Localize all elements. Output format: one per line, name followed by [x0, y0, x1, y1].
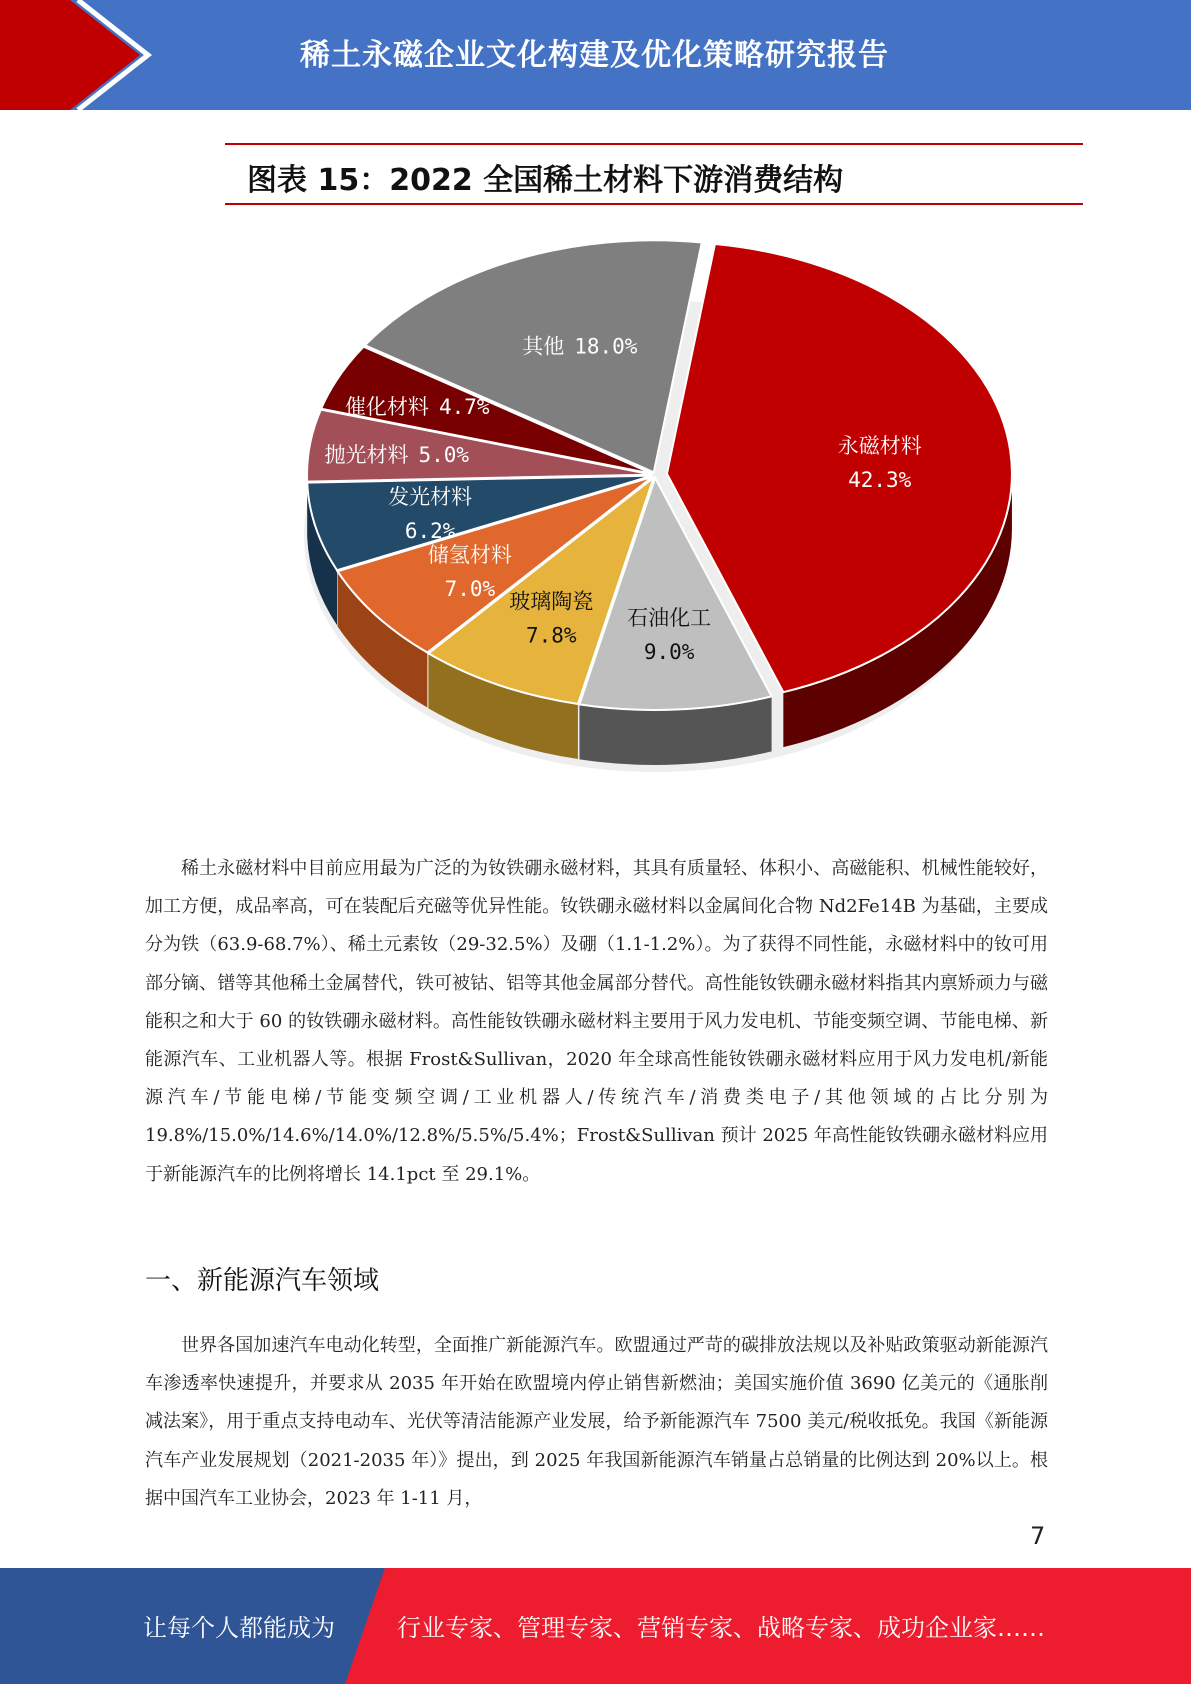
page-footer [0, 1568, 1191, 1684]
pie-label-value: 7.8% [525, 623, 577, 648]
pie-label-value: 6.2% [404, 518, 456, 543]
pie-label-name: 石油化工 [627, 605, 712, 630]
pie-chart [280, 225, 1040, 785]
pie-label-value: 4.7% [438, 394, 490, 419]
pie-label-value: 7.0% [444, 577, 496, 602]
pie-label-name: 玻璃陶瓷 [509, 589, 594, 614]
paragraph-2 [145, 1327, 1048, 1518]
figure-caption [225, 143, 1083, 205]
pie-label-value: 5.0% [418, 443, 470, 468]
page-number: 7 [1030, 1522, 1046, 1550]
report-title: 稀土永磁企业文化构建及优化策略研究报告 [300, 38, 889, 73]
paragraph-1-text: 稀土永磁材料中目前应用最为广泛的为钕铁硼永磁材料，其具有质量轻、体积小、高磁能积、机械性能较好，加工方便，成品率高，可在装配后充磁等优异性能。钕铁硼永磁材料以金属间化合物 Nd2Fe14B 为基础，主要成分为铁（63.9-68.7%）、稀土元素钕（29-32.5%）及硼（1.1-1.2%）。为了获得不同性能，永磁材料中的钕可用部分镝、镨等其他稀土金属替代，铁可被钴、铝等其他金属部分替代。高性能钕铁硼永磁材料指其内禀矫顽力与磁能积之和大于 60 的钕铁硼永磁材料。高性能钕铁硼永磁材料主要用于风力发电机、节能变频空调、节能电梯、新能源汽车、工业机器人等。根据 Frost&Sullivan，2020 年全球高性能钕铁硼永磁材料应用于风力发电机/新能源汽车/节能电梯/节能变频空调/工业机器人/传统汽车/消费类电子/其他领域的占比分别为 19.8%/15.0%/14.6%/14.0%/12.8%/5.5%/5.4%；Frost&Sullivan 预计 2025 年高性能钕铁硼永磁材料应用于新能源汽车的比例将增长 14.1pct 至 29.1%。 [145, 858, 1048, 1185]
pie-label-value: 9.0% [643, 639, 695, 664]
pie-label-name: 储氢材料 [427, 543, 512, 568]
page-header [0, 0, 1191, 110]
pie-label-value: 42.3% [848, 468, 912, 493]
footer-slogan-left: 让每个人都能成为 [143, 1614, 335, 1642]
header-arrow-decoration [0, 0, 160, 110]
pie-label-name: 发光材料 [388, 484, 473, 509]
footer-slogan-right: 行业专家、管理专家、营销专家、战略专家、成功企业家…… [397, 1614, 1045, 1642]
pie-label-name: 其他 [522, 334, 565, 359]
section-heading: 一、新能源汽车领域 [145, 1266, 380, 1296]
figure-caption-text: 图表 15：2022 全国稀土材料下游消费结构 [247, 163, 844, 198]
pie-label-value: 18.0% [574, 334, 638, 359]
paragraph-1 [145, 850, 1048, 1194]
pie-label-name: 催化材料 [344, 394, 429, 419]
paragraph-2-text: 世界各国加速汽车电动化转型，全面推广新能源汽车。欧盟通过严苛的碳排放法规以及补贴政策驱动新能源汽车渗透率快速提升，并要求从 2035 年开始在欧盟境内停止销售新燃油；美国实施价值 3690 亿美元的《通胀削减法案》，用于重点支持电动车、光伏等清洁能源产业发展，给予新能源汽车 7500 美元/税收抵免。我国《新能源汽车产业发展规划（2021-2035 年）》提出，到 2025 年我国新能源汽车销量占总销量的比例达到 20%以上。根据中国汽车工业协会，2023 年 1-11 月， [145, 1335, 1048, 1509]
pie-label-name: 抛光材料 [324, 443, 409, 468]
pie-label-name: 永磁材料 [837, 434, 922, 459]
